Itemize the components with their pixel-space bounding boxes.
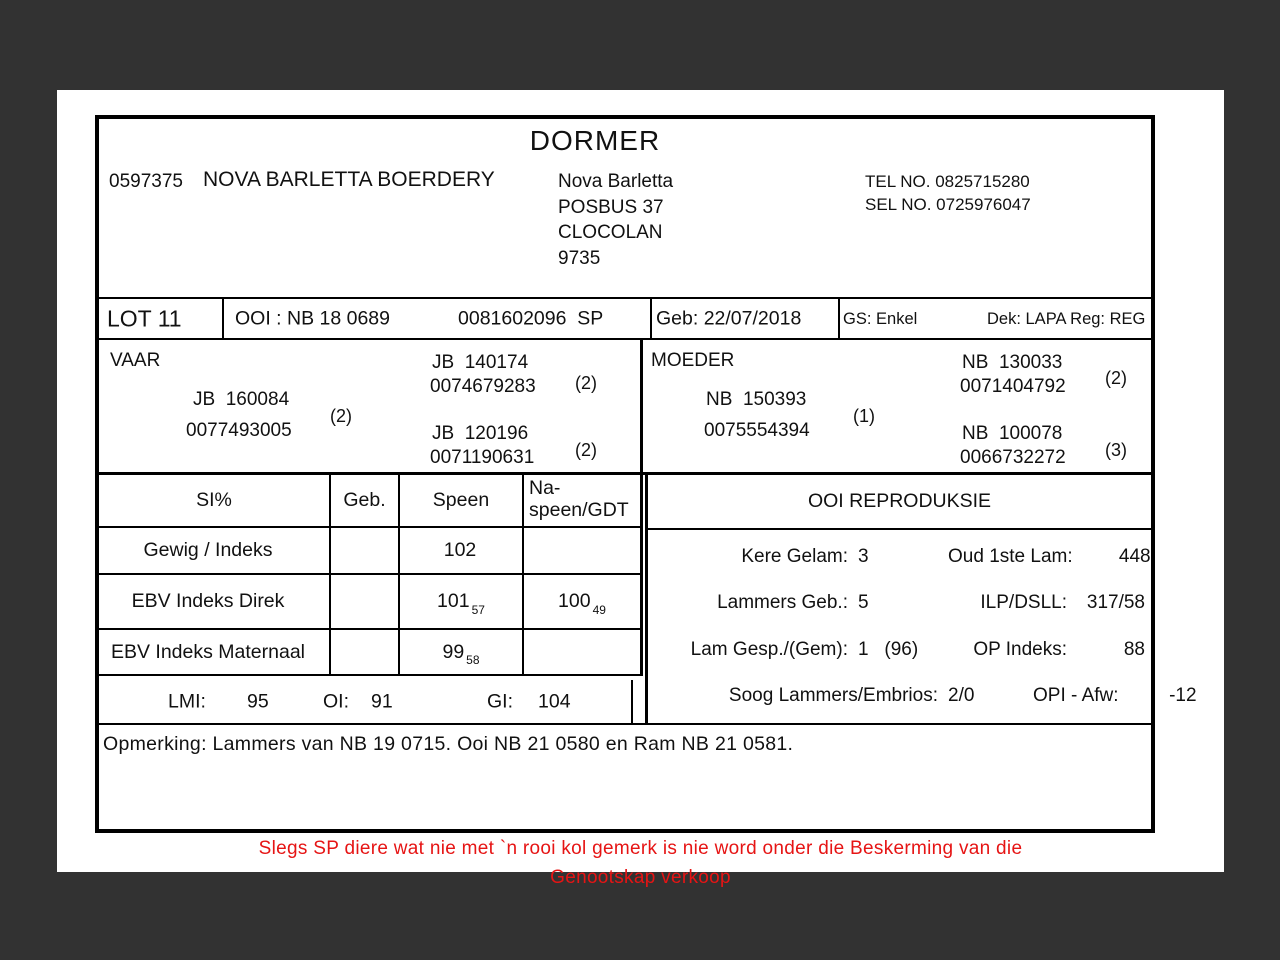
repro-label: Oud 1ste Lam: (948, 546, 1073, 568)
repro-label: OP Indeks: (973, 638, 1067, 660)
address-line: CLOCOLAN (558, 222, 663, 243)
lmi-value: 95 (247, 690, 269, 712)
birth-status: GS: Enkel (843, 310, 918, 328)
repro-value: 3 (858, 546, 869, 568)
si-header-cell: Geb. (331, 475, 400, 528)
cell-number: SEL NO. 0725976047 (865, 194, 1031, 214)
animal-reg-no: 0081602096 SP (458, 307, 604, 329)
lot-card (95, 115, 1197, 833)
sire-label: VAAR (110, 350, 161, 371)
dam-label: MOEDER (651, 350, 735, 371)
repro-label: Lam Gesp./(Gem): (690, 638, 848, 660)
speen-subscript: 57 (471, 602, 485, 617)
sire-sire-id: JB 140174 (432, 352, 529, 373)
dam-reg: 0075554394 (704, 420, 810, 441)
tel-number: TEL NO. 0825715280 (865, 172, 1030, 191)
breed-title: DORMER (529, 125, 661, 156)
dam-sire-reg: 0071404792 (960, 376, 1066, 397)
repro-value: 448 (1118, 546, 1151, 568)
animal-id: OOI : NB 18 0689 (235, 307, 391, 329)
si-speen-cell: 99 58 (400, 630, 524, 674)
si-row-label: EBV Indeks Direk (99, 575, 331, 630)
reproduction-title: OOI REPRODUKSIE (648, 475, 1151, 530)
sire-dam-gen-count: (2) (575, 440, 597, 460)
repro-value: 5 (858, 592, 869, 614)
member-number: 0597375 (109, 171, 183, 192)
si-geb-cell (331, 528, 400, 575)
footer-warning-line1: Slegs SP diere wat nie met `n rooi kol gemerk is nie word onder die Beskerming van die (258, 838, 1023, 859)
naspeen-subscript: 49 (592, 602, 606, 617)
si-row-label: EBV Indeks Maternaal (99, 630, 331, 674)
repro-value: 88 (1123, 638, 1145, 660)
repro-label: OPI - Afw: (1033, 684, 1119, 706)
address-line: 9735 (558, 247, 601, 269)
si-naspeen-cell (524, 630, 640, 674)
si-geb-cell (331, 575, 400, 630)
si-geb-cell (331, 630, 400, 674)
oi-value: 91 (371, 690, 393, 712)
dam-sire-id: NB 130033 (962, 352, 1063, 373)
sire-reg: 0077493005 (186, 420, 292, 441)
lot-row (99, 297, 1151, 340)
si-naspeen-cell: 100 49 (524, 575, 640, 630)
lot-number: LOT 11 (107, 305, 182, 331)
card-header (99, 119, 1151, 297)
footer-warning-line2: Genootskap verkoop (550, 867, 731, 888)
sire-id: JB 160084 (193, 389, 290, 410)
dam-dam-gen-count: (3) (1105, 440, 1127, 460)
sire-gen-count: (2) (330, 406, 352, 426)
catalog-page (57, 90, 1224, 888)
birth-status-cell (840, 299, 1151, 338)
reproduction-row (648, 639, 1151, 661)
si-table (99, 475, 643, 676)
repro-value: 2/0 (948, 684, 975, 706)
reproduction-row (648, 592, 1151, 614)
dek-reg: Dek: LAPA Reg: REG (987, 310, 1146, 328)
reproduction-row (648, 684, 1197, 707)
repro-label: Lammers Geb.: (717, 592, 848, 614)
dam-id: NB 150393 (706, 389, 807, 410)
pedigree-section (99, 340, 1151, 475)
si-header-cell: SI% (99, 475, 331, 528)
si-header-cell: Na-speen/GDT (524, 475, 640, 528)
repro-label: Kere Gelam: (741, 546, 848, 568)
sire-dam-reg: 0071190631 (430, 447, 535, 468)
reproduction-row (648, 546, 1151, 568)
birth-date: Geb: 22/07/2018 (656, 307, 802, 329)
si-row-label: Gewig / Indeks (99, 528, 331, 575)
birth-date-cell (652, 299, 840, 338)
dam-gen-count: (1) (853, 406, 875, 426)
sire-dam-id: JB 120196 (432, 423, 529, 444)
stud-name: NOVA BARLETTA BOERDERY (203, 168, 495, 191)
lmi-label: LMI: (168, 690, 206, 712)
address-line: Nova Barletta (558, 171, 674, 192)
si-naspeen-cell (524, 528, 640, 575)
repro-value: 317/58 (1086, 592, 1145, 614)
si-speen-cell: 102 (400, 528, 524, 575)
pedigree-divider (640, 340, 643, 472)
gi-label: GI: (487, 690, 514, 712)
reproduction-rows (648, 530, 1197, 723)
si-header-cell: Speen (400, 475, 524, 528)
address-line: POSBUS 37 (558, 196, 664, 218)
indices-row (99, 680, 633, 723)
dam-dam-reg: 0066732272 (960, 447, 1066, 468)
repro-label: Soog Lammers/Embrios: (728, 684, 938, 706)
dam-sire-gen-count: (2) (1105, 368, 1127, 388)
si-speen-cell: 101 57 (400, 575, 524, 630)
dam-dam-id: NB 100078 (962, 423, 1063, 444)
remark-row (99, 723, 1151, 829)
speen-subscript: 58 (466, 653, 480, 667)
repro-value: -12 (1169, 684, 1197, 706)
remark-text: Opmerking: Lammers van NB 19 0715. Ooi NB 21 0580 en Ram NB 21 0581. (103, 733, 794, 755)
gi-value: 104 (538, 690, 571, 712)
phone-block (865, 171, 1031, 216)
reproduction-box (645, 475, 1197, 723)
repro-value: 1 (96) (858, 638, 919, 660)
sire-sire-gen-count: (2) (575, 373, 597, 393)
sire-sire-reg: 0074679283 (430, 376, 536, 397)
oi-label: OI: (323, 690, 350, 712)
repro-label: ILP/DSLL: (980, 592, 1067, 614)
address-block (558, 169, 673, 271)
animal-id-cell (224, 299, 652, 338)
lot-number-cell (99, 299, 224, 338)
